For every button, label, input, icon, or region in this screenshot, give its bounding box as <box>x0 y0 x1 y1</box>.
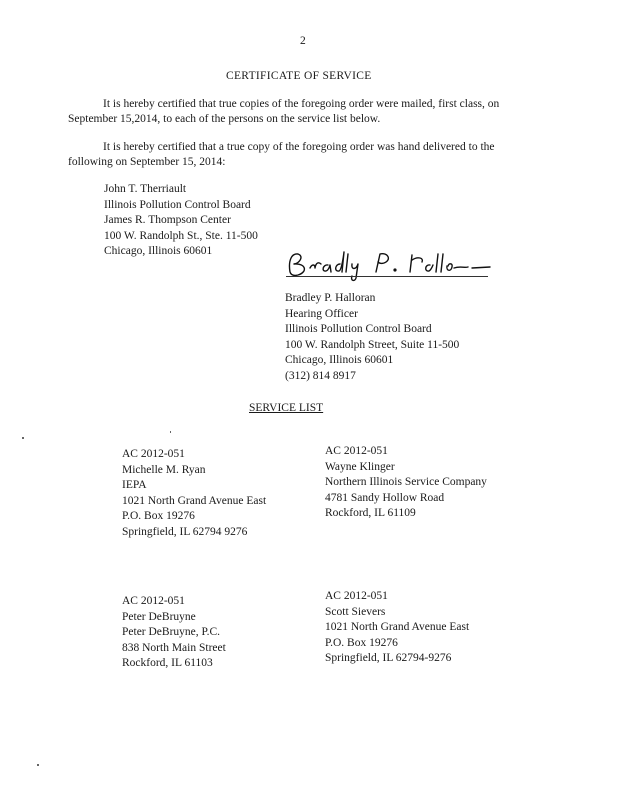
address-line: Illinois Pollution Control Board <box>104 198 251 211</box>
signature-image <box>284 248 494 284</box>
address-line: John T. Therriault <box>104 183 187 195</box>
recipient-city: Rockford, IL 61103 <box>122 657 213 669</box>
service-list-entry <box>325 444 487 522</box>
signature-line <box>286 276 488 277</box>
signer-block <box>285 291 459 384</box>
recipient-street: 838 North Main Street <box>122 641 226 654</box>
recipient-street: 1021 North Grand Avenue East <box>122 494 267 507</box>
signer-phone: (312) 814 8917 <box>285 369 356 382</box>
mailed-paragraph-line-1: It is hereby certified that true copies of the foregoing order were mailed, first class, on <box>103 98 500 110</box>
recipient-organization: Peter DeBruyne, P.C. <box>122 626 221 638</box>
recipient-organization: Northern Illinois Service Company <box>325 476 487 488</box>
address-line: James R. Thompson Center <box>104 214 231 226</box>
recipient-city: Rockford, IL 61109 <box>325 507 416 519</box>
scan-speck <box>22 437 24 439</box>
signer-title: Hearing Officer <box>285 307 358 320</box>
recipient-name: Scott Sievers <box>325 605 386 618</box>
recipient-street: 1021 North Grand Avenue East <box>325 621 470 633</box>
case-number: AC 2012-051 <box>325 590 388 602</box>
service-list-entry <box>325 589 469 667</box>
mailed-paragraph-line-2: September 15,2014, to each of the persons on the service list below. <box>68 113 381 125</box>
page-number: 2 <box>300 35 306 47</box>
address-line: Chicago, Illinois 60601 <box>104 245 213 257</box>
hand-delivered-address <box>104 182 258 260</box>
hand-delivered-paragraph-line-2: following on September 15, 2014: <box>68 156 226 168</box>
recipient-name: Michelle M. Ryan <box>122 463 206 476</box>
recipient-street: 4781 Sandy Hollow Road <box>325 491 445 504</box>
recipient-name: Peter DeBruyne <box>122 610 196 623</box>
signer-organization: Illinois Pollution Control Board <box>285 323 432 335</box>
signer-name: Bradley P. Halloran <box>285 292 376 304</box>
recipient-po-box: P.O. Box 19276 <box>325 636 398 649</box>
address-line: 100 W. Randolph St., Ste. 11-500 <box>104 229 258 242</box>
recipient-organization: IEPA <box>122 479 147 491</box>
case-number: AC 2012-051 <box>325 445 388 457</box>
signer-city: Chicago, Illinois 60601 <box>285 354 394 366</box>
scan-speck <box>170 431 171 433</box>
recipient-city: Springfield, IL 62794 9276 <box>122 525 248 538</box>
service-list-title: SERVICE LIST <box>249 402 324 414</box>
case-number: AC 2012-051 <box>122 448 185 460</box>
recipient-city: Springfield, IL 62794-9276 <box>325 652 452 664</box>
service-list-entry <box>122 594 226 672</box>
hand-delivered-paragraph-line-1: It is hereby certified that a true copy of the foregoing order was hand delivered to the <box>103 141 495 153</box>
recipient-po-box: P.O. Box 19276 <box>122 510 195 522</box>
signer-street: 100 W. Randolph Street, Suite 11-500 <box>285 338 460 351</box>
certificate-title: CERTIFICATE OF SERVICE <box>226 70 372 82</box>
service-list-entry <box>122 447 266 540</box>
case-number: AC 2012-051 <box>122 595 185 607</box>
recipient-name: Wayne Klinger <box>325 460 395 473</box>
scan-speck <box>37 764 39 766</box>
